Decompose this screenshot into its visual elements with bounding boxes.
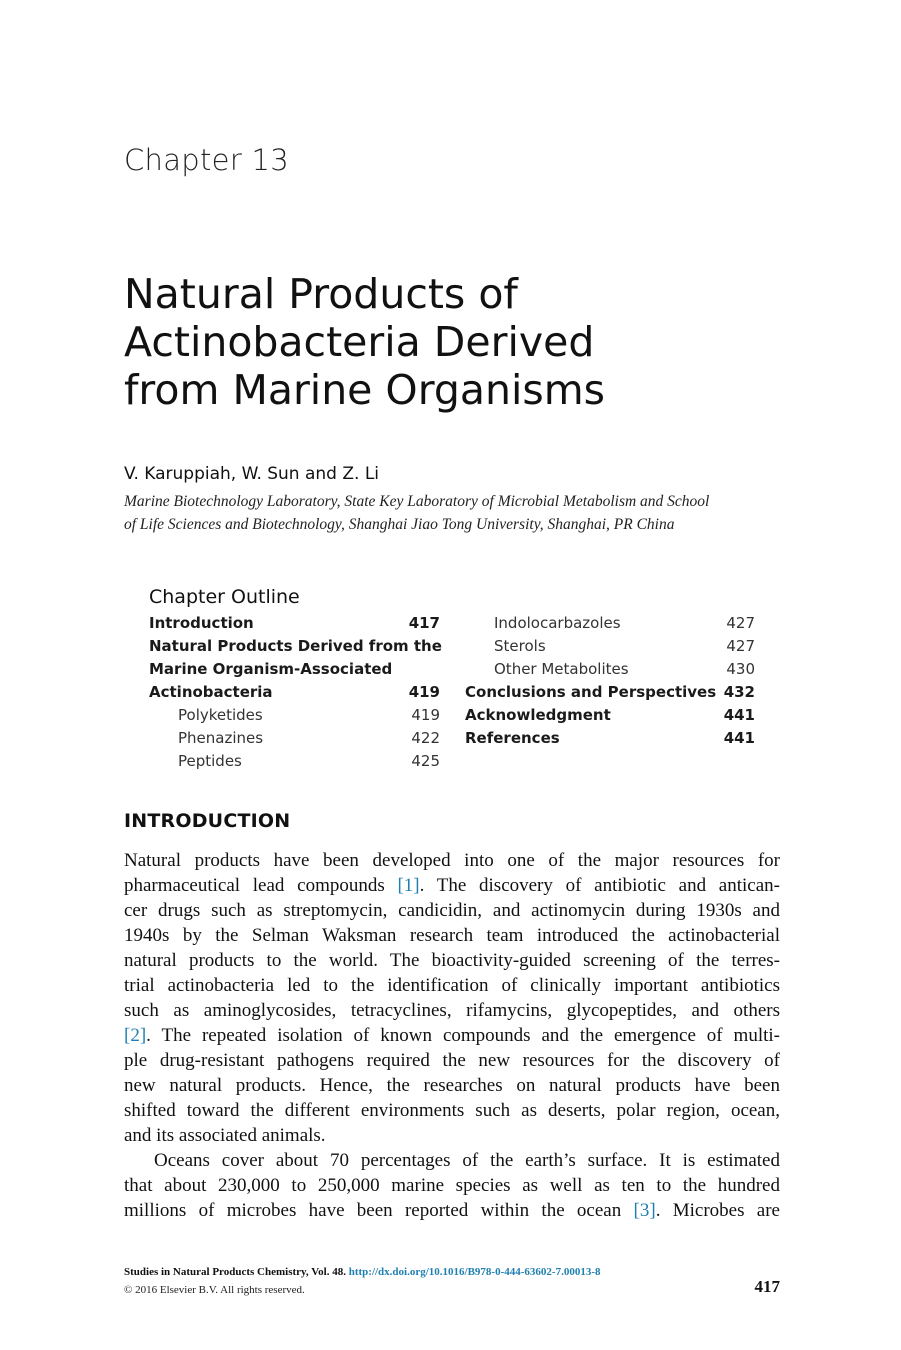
toc-page: 441 — [723, 706, 755, 724]
toc-entry-sterols[interactable] — [494, 635, 755, 658]
paragraph-line: such as aminoglycosides, tetracyclines, rifamycins, glycopeptides, and others — [124, 1000, 780, 1021]
toc-entry-peptides[interactable] — [178, 750, 440, 773]
toc-page: 417 — [408, 614, 440, 632]
chapter-label: Chapter 13 — [124, 143, 290, 177]
title-line: Actinobacteria Derived — [124, 318, 595, 366]
toc-page: 430 — [726, 660, 755, 678]
toc-page: 427 — [726, 637, 755, 655]
toc-page: 441 — [723, 729, 755, 747]
text-run: pharmaceutical lead compounds — [124, 875, 398, 896]
affiliation-line: Marine Biotechnology Laboratory, State Key Laboratory of Microbial Metabolism and School — [124, 493, 710, 510]
paragraph-line: and its associated animals. — [124, 1125, 326, 1146]
series-title: Studies in Natural Products Chemistry, Vol. 48. — [124, 1266, 346, 1278]
toc-label: Natural Products Derived from the — [149, 637, 442, 655]
toc-label: Actinobacteria — [149, 683, 273, 701]
paragraph-line: shifted toward the different environments such as deserts, polar region, ocean, — [124, 1100, 780, 1121]
paragraph-line: ple drug-resistant pathogens required the new resources for the discovery of — [124, 1050, 780, 1071]
paragraph-line: Natural products have been developed into one of the major resources for — [124, 850, 780, 871]
toc-page: 419 — [408, 683, 440, 701]
doi-link[interactable]: http://dx.doi.org/10.1016/B978-0-444-63602-7.00013-8 — [348, 1266, 601, 1278]
toc-label: Peptides — [178, 752, 242, 770]
paragraph-line: Oceans cover about 70 percentages of the earth’s surface. It is estimated — [154, 1150, 780, 1171]
citation-link[interactable]: [3] — [633, 1200, 656, 1221]
paragraph-line — [124, 1023, 780, 1048]
toc-label: Conclusions and Perspectives — [465, 683, 717, 701]
paragraph-line — [124, 1198, 780, 1223]
text-run: . Microbes are — [655, 1200, 780, 1221]
paragraph-line: trial actinobacteria led to the identification of clinically important antibiotics — [124, 975, 780, 996]
title-line: Natural Products of — [124, 270, 518, 318]
toc-label: Polyketides — [178, 706, 263, 724]
toc-label: References — [465, 729, 560, 747]
title-line: from Marine Organisms — [124, 366, 606, 414]
toc-label: Acknowledgment — [465, 706, 611, 724]
toc-page: 432 — [723, 683, 755, 701]
toc-entry-natural-products[interactable] — [149, 681, 440, 704]
toc-entry-introduction[interactable] — [149, 612, 440, 635]
toc-entry-acknowledgment[interactable] — [465, 704, 755, 727]
toc-entry-other-metabolites[interactable] — [494, 658, 755, 681]
toc-page: 419 — [411, 706, 440, 724]
paragraph-line — [124, 873, 780, 898]
toc-label: Other Metabolites — [494, 660, 629, 678]
toc-page: 425 — [411, 752, 440, 770]
section-heading: INTRODUCTION — [124, 810, 291, 832]
page-number: 417 — [754, 1277, 780, 1296]
toc-entry-polyketides[interactable] — [178, 704, 440, 727]
text-run: . The discovery of antibiotic and antican- — [419, 875, 780, 896]
toc-label: Phenazines — [178, 729, 264, 747]
toc-label: Sterols — [494, 637, 546, 655]
authors: V. Karuppiah, W. Sun and Z. Li — [124, 464, 380, 484]
toc-entry-conclusions[interactable] — [465, 681, 755, 704]
outline-heading: Chapter Outline — [149, 586, 300, 608]
toc-entry-phenazines[interactable] — [178, 727, 440, 750]
affiliation-line: of Life Sciences and Biotechnology, Shanghai Jiao Tong University, Shanghai, PR China — [124, 516, 675, 533]
chapter-title — [124, 270, 824, 414]
toc-label: Marine Organism-Associated — [149, 660, 393, 678]
citation-link[interactable]: [1] — [397, 875, 420, 896]
paragraph-line: natural products to the world. The bioactivity-guided screening of the terres- — [124, 950, 780, 971]
toc-page: 427 — [726, 614, 755, 632]
text-run: . The repeated isolation of known compounds and the emergence of multi- — [146, 1025, 780, 1046]
paragraph-line: new natural products. Hence, the researches on natural products have been — [124, 1075, 780, 1096]
toc-label: Introduction — [149, 614, 254, 632]
citation-link[interactable]: [2] — [124, 1025, 147, 1046]
toc-entry-references[interactable] — [465, 727, 755, 750]
paragraph-line: that about 230,000 to 250,000 marine species as well as ten to the hundred — [124, 1175, 780, 1196]
paragraph-line: 1940s by the Selman Waksman research team introduced the actinobacterial — [124, 925, 780, 946]
paragraph-line: cer drugs such as streptomycin, candicidin, and actinomycin during 1930s and — [124, 900, 780, 921]
toc-page: 422 — [411, 729, 440, 747]
text-run: millions of microbes have been reported within the ocean — [124, 1200, 634, 1221]
footer-series — [124, 1266, 601, 1278]
toc-entry-indolocarbazoles[interactable] — [494, 612, 755, 635]
toc-entry-natural-products[interactable] — [149, 658, 440, 681]
affiliation — [124, 490, 804, 536]
toc-label: Indolocarbazoles — [494, 614, 621, 632]
footer-copyright: © 2016 Elsevier B.V. All rights reserved. — [124, 1284, 305, 1296]
toc-entry-natural-products[interactable] — [149, 635, 440, 658]
